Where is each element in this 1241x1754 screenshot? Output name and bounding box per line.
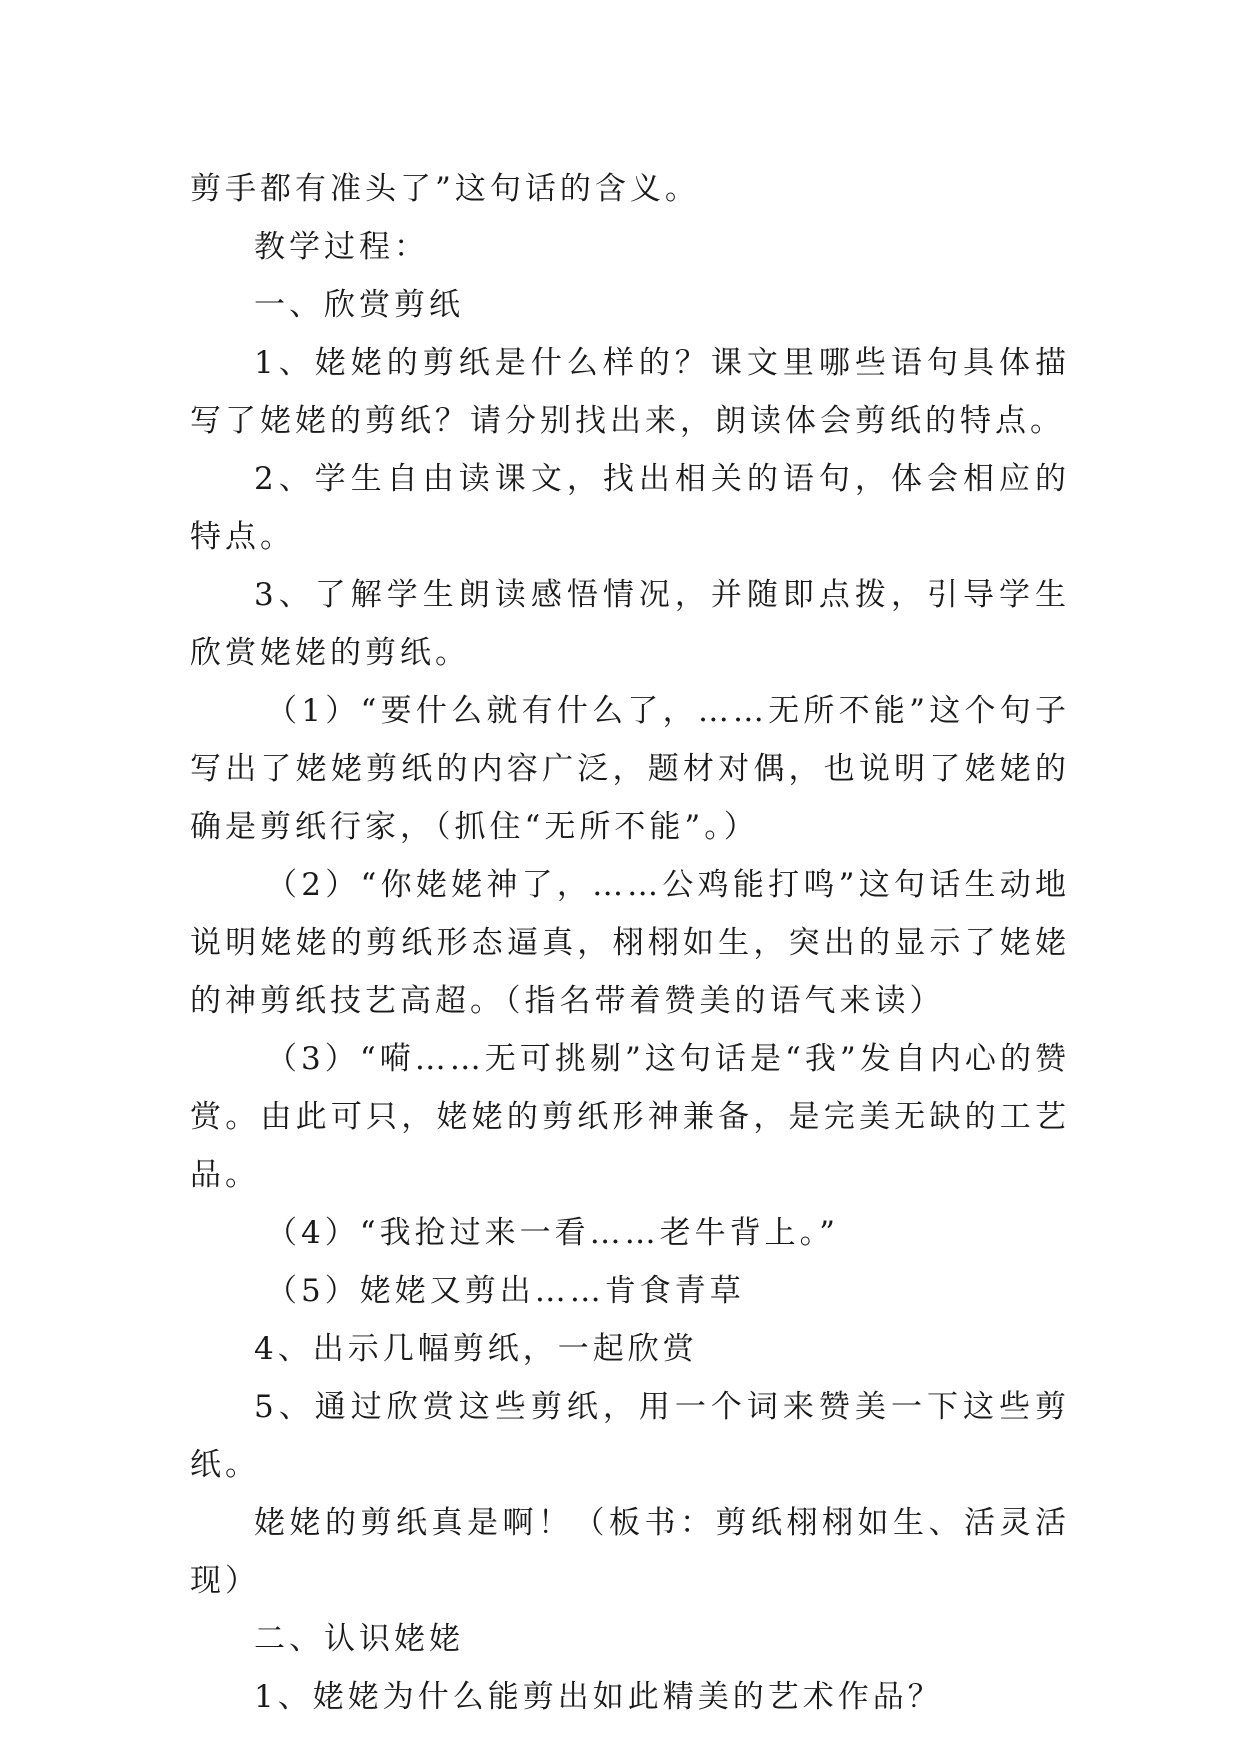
paragraph-subitem-4: （4）“我抢过来一看……老牛背上。” bbox=[266, 1215, 839, 1251]
paragraph-question-1: 1、姥姥为什么能剪出如此精美的艺术作品？ bbox=[254, 1679, 943, 1715]
heading-appreciate-paper-cutting: 一、欣赏剪纸 bbox=[254, 287, 464, 323]
paragraph-item-3: 3、了解学生朗读感悟情况，并随即点拨，引导学生欣赏姥姥的剪纸。 bbox=[190, 577, 1070, 671]
heading-know-grandma: 二、认识姥姥 bbox=[254, 1621, 464, 1657]
paragraph-subitem-2: （2）“你姥姥神了，……公鸡能打鸣”这句话生动地说明姥姥的剪纸形态逼真，栩栩如生，突出的显示了姥姥的神剪纸技艺高超。（指名带着赞美的语气来读） bbox=[190, 867, 1070, 1019]
paragraph-item-4: 4、出示几幅剪纸，一起欣赏 bbox=[254, 1331, 698, 1367]
paragraph-item-1: 1、姥姥的剪纸是什么样的？课文里哪些语句具体描写了姥姥的剪纸？请分别找出来，朗读体会剪纸的特点。 bbox=[190, 345, 1070, 439]
paragraph-continuation: 剪手都有准头了”这句话的含义。 bbox=[190, 171, 700, 207]
paragraph-item-2: 2、学生自由读课文，找出相关的语句，体会相应的特点。 bbox=[190, 461, 1070, 555]
paragraph-item-5: 5、通过欣赏这些剪纸，用一个词来赞美一下这些剪纸。 bbox=[190, 1389, 1070, 1483]
paragraph-subitem-1: （1）“要什么就有什么了，……无所不能”这个句子写出了姥姥剪纸的内容广泛，题材对偶，也说明了姥姥的确是剪纸行家，（抓住“无所不能”。） bbox=[190, 693, 1070, 845]
paragraph-subitem-3: （3）“嗬……无可挑剔”这句话是“我”发自内心的赞赏。由此可只，姥姥的剪纸形神兼备，是完美无缺的工艺品。 bbox=[190, 1041, 1070, 1193]
paragraph-subitem-5: （5）姥姥又剪出……肯食青草 bbox=[266, 1273, 745, 1309]
document-body bbox=[190, 160, 1070, 1726]
paragraph-blackboard-note: 姥姥的剪纸真是啊！（板书：剪纸栩栩如生、活灵活现） bbox=[190, 1505, 1070, 1599]
section-label-teaching-process: 教学过程： bbox=[254, 229, 429, 265]
